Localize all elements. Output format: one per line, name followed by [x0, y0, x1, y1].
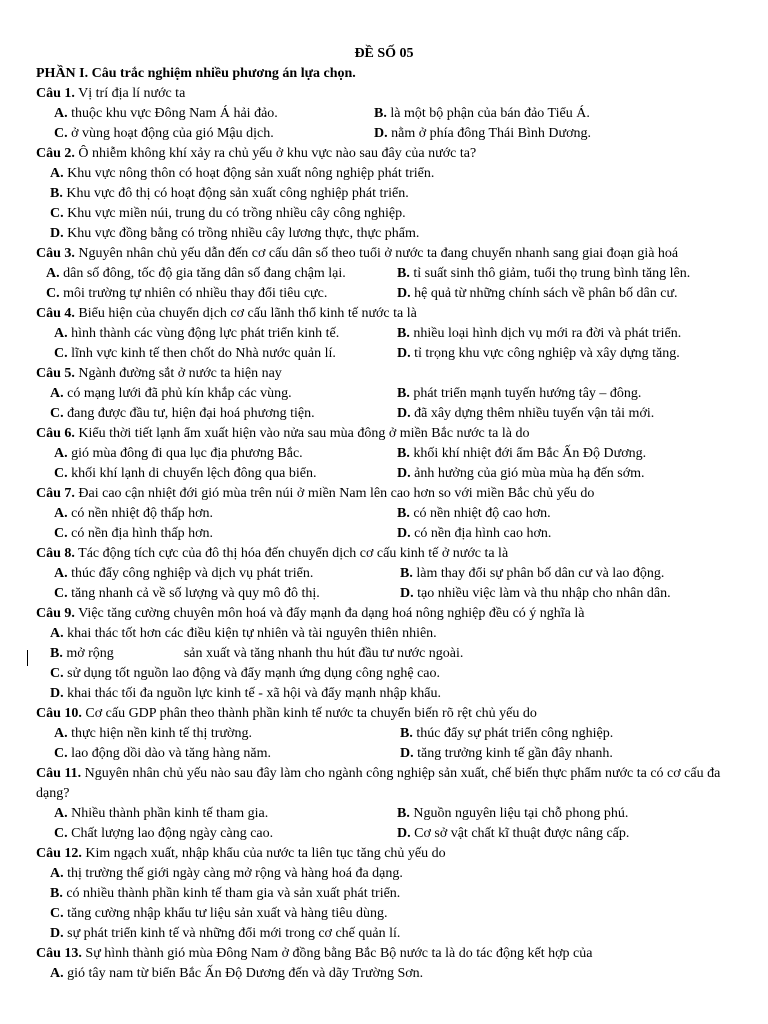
options-row [36, 744, 768, 764]
options-row [36, 924, 768, 944]
question [0, 604, 768, 704]
options-row [36, 204, 768, 224]
option-text: khai thác tốt hơn các điều kiện tự nhiên và tài nguyên thiên nhiên. [67, 626, 437, 641]
answer-option [397, 444, 646, 464]
option-text-continued: sản xuất và tăng nhanh thu hút đầu tư nước ngoài. [183, 646, 464, 661]
question-stem [36, 84, 768, 104]
question-text: Ngành đường sắt ở nước ta hiện nay [74, 366, 282, 381]
options-row [36, 804, 768, 824]
question [0, 704, 768, 764]
options-row [36, 724, 768, 744]
question-number: Câu 5. [36, 366, 75, 381]
options-row [36, 584, 768, 604]
question [0, 364, 768, 424]
option-letter: B. [400, 566, 413, 581]
option-letter: D. [397, 526, 411, 541]
question-text: Cơ cấu GDP phân theo thành phần kinh tế nước ta chuyển biến rõ rệt chủ yếu do [81, 706, 537, 721]
question-text: Tác động tích cực của đô thị hóa đến chuyển dịch cơ cấu kinh tế ở nước ta là [74, 546, 509, 561]
options-row [36, 344, 768, 364]
answer-option [400, 584, 671, 604]
option-letter: D. [397, 826, 411, 841]
answer-option [50, 186, 409, 201]
option-text: có nền địa hình cao hơn. [414, 526, 552, 541]
option-letter: A. [54, 326, 68, 341]
option-letter: D. [397, 286, 411, 301]
option-letter: D. [50, 926, 64, 941]
option-text: nhiều loại hình dịch vụ mới ra đời và phát triển. [413, 326, 682, 341]
question-number: Câu 11. [36, 766, 82, 781]
option-text: có nền địa hình thấp hơn. [71, 526, 214, 541]
answer-option [400, 744, 613, 764]
option-text: tỉ suất sinh thô giảm, tuổi thọ trung bình tăng lên. [413, 266, 691, 281]
answer-option [36, 804, 397, 824]
answer-option [397, 284, 678, 304]
question [0, 144, 768, 244]
answer-option [397, 464, 645, 484]
answer-option [50, 866, 403, 881]
option-letter: B. [397, 326, 410, 341]
option-text: nằm ở phía đông Thái Bình Dương. [391, 126, 591, 141]
question [0, 484, 768, 544]
answer-option [36, 444, 397, 464]
answer-option [397, 344, 680, 364]
answer-option [36, 584, 400, 604]
answer-option [50, 666, 440, 681]
option-text: dân số đông, tốc độ gia tăng dân số đang chậm lại. [63, 266, 346, 281]
option-letter: A. [54, 566, 68, 581]
question-stem [36, 604, 768, 624]
answer-option [397, 824, 629, 844]
option-letter: B. [400, 726, 413, 741]
option-text: hệ quả từ những chính sách về phân bố dân cư. [414, 286, 678, 301]
options-row [36, 644, 768, 664]
options-row [36, 464, 768, 484]
question-text: Việc tăng cường chuyên môn hoá và đẩy mạnh đa dạng hoá nông nghiệp đều có ý nghĩa là [74, 606, 585, 621]
answer-option [50, 926, 400, 941]
question-stem [36, 424, 768, 444]
section-heading: PHẦN I. Câu trắc nghiệm nhiều phương án lựa chọn. [36, 66, 356, 81]
option-text: thực hiện nền kinh tế thị trường. [71, 726, 252, 741]
answer-option [50, 646, 463, 661]
options-row [36, 504, 768, 524]
option-letter: A. [54, 106, 68, 121]
option-text: có mạng lưới đã phủ kín khắp các vùng. [67, 386, 292, 401]
answer-option [400, 724, 613, 744]
answer-option [36, 284, 397, 304]
question-number: Câu 1. [36, 86, 75, 101]
option-text: phát triển mạnh tuyến hướng tây – đông. [413, 386, 642, 401]
question-number: Câu 4. [36, 306, 75, 321]
option-letter: C. [54, 346, 68, 361]
options-row [36, 124, 768, 144]
question [0, 424, 768, 484]
question-text: Biểu hiện của chuyển dịch cơ cấu lãnh thổ kinh tế nước ta là [74, 306, 417, 321]
answer-option [50, 206, 406, 221]
text-cursor [27, 650, 28, 666]
question-number: Câu 12. [36, 846, 82, 861]
answer-option [36, 124, 374, 144]
answer-option [50, 166, 434, 181]
option-letter: B. [374, 106, 387, 121]
answer-option [50, 966, 423, 981]
options-row [36, 224, 768, 244]
options-row [36, 964, 768, 984]
option-letter: C. [54, 526, 68, 541]
option-text: khối khí nhiệt đới ẩm Bắc Ấn Độ Dương. [413, 446, 647, 461]
answer-option [397, 264, 690, 284]
option-letter: A. [54, 806, 68, 821]
option-text: môi trường tự nhiên có nhiều thay đổi tiêu cực. [63, 286, 328, 301]
option-letter: A. [54, 726, 68, 741]
option-letter: C. [54, 126, 68, 141]
question-stem [36, 484, 768, 504]
question-stem [36, 364, 768, 384]
answer-option [50, 906, 388, 921]
question [0, 944, 768, 984]
option-letter: A. [46, 266, 60, 281]
option-letter: C. [50, 906, 64, 921]
option-letter: C. [50, 406, 64, 421]
option-text: thị trường thế giới ngày càng mở rộng và hàng hoá đa dạng. [67, 866, 403, 881]
option-text: Nhiều thành phần kinh tế tham gia. [71, 806, 269, 821]
question-number: Câu 7. [36, 486, 75, 501]
question-stem [36, 544, 768, 564]
answer-option [50, 686, 441, 701]
option-letter: D. [397, 346, 411, 361]
option-text: tạo nhiều việc làm và thu nhập cho nhân dân. [417, 586, 671, 601]
document-page [0, 44, 768, 984]
option-letter: A. [54, 446, 68, 461]
options-row [36, 184, 768, 204]
option-letter: B. [50, 646, 63, 661]
question-text: Kim ngạch xuất, nhập khẩu của nước ta liên tục tăng chủ yếu do [81, 846, 446, 861]
option-letter: A. [50, 626, 64, 641]
option-text: lĩnh vực kinh tế then chốt do Nhà nước quản lí. [71, 346, 336, 361]
options-row [36, 104, 768, 124]
option-text: gió tây nam từ biển Bắc Ấn Độ Dương đến và dãy Trường Sơn. [67, 966, 424, 981]
answer-option [50, 626, 437, 641]
option-letter: B. [397, 806, 410, 821]
answer-option [397, 404, 654, 424]
answer-option [400, 564, 664, 584]
option-text: làm thay đổi sự phân bố dân cư và lao động. [416, 566, 665, 581]
answer-option [36, 104, 374, 124]
options-row [36, 384, 768, 404]
options-row [36, 684, 768, 704]
question-number: Câu 9. [36, 606, 75, 621]
question-list [0, 84, 768, 984]
option-text: tỉ trọng khu vực công nghiệp và xây dựng tăng. [414, 346, 680, 361]
options-row [36, 444, 768, 464]
answer-option [36, 524, 397, 544]
answer-option [36, 384, 397, 404]
option-letter: D. [50, 686, 64, 701]
page-title: ĐỀ SỐ 05 [354, 46, 414, 61]
answer-option [397, 384, 641, 404]
option-text: Chất lượng lao động ngày càng cao. [71, 826, 274, 841]
option-text: lao động dồi dào và tăng hàng năm. [71, 746, 271, 761]
question-text: Nguyên nhân chủ yếu nào sau đây làm cho ngành công nghiệp sản xuất, chế biến thực phẩm nước ta có cơ cấu đa dạng? [36, 766, 721, 801]
option-text: là một bộ phận của bán đảo Tiểu Á. [390, 106, 590, 121]
option-text: thúc đẩy sự phát triển công nghiệp. [416, 726, 614, 741]
option-text: sự phát triển kinh tế và những đổi mới trong cơ chế quản lí. [67, 926, 401, 941]
option-text: có nền nhiệt độ cao hơn. [413, 506, 551, 521]
question [0, 84, 768, 144]
question-number: Câu 10. [36, 706, 82, 721]
options-row [36, 624, 768, 644]
options-row [36, 884, 768, 904]
option-text: thúc đẩy công nghiệp và dịch vụ phát triển. [71, 566, 314, 581]
option-text: có nhiều thành phần kinh tế tham gia và sản xuất phát triển. [66, 886, 401, 901]
question-text: Sự hình thành gió mùa Đông Nam ở đồng bằng Bắc Bộ nước ta là do tác động kết hợp của [81, 946, 593, 961]
option-letter: B. [397, 266, 410, 281]
option-letter: C. [54, 746, 68, 761]
option-letter: C. [54, 586, 68, 601]
answer-option [397, 804, 628, 824]
option-letter: C. [46, 286, 60, 301]
option-letter: B. [397, 506, 410, 521]
option-text: mở rộng [66, 646, 114, 661]
options-row [36, 264, 768, 284]
option-letter: C. [50, 666, 64, 681]
answer-option [36, 724, 400, 744]
question-number: Câu 13. [36, 946, 82, 961]
question-text: Kiểu thời tiết lạnh ẩm xuất hiện vào nửa sau mùa đông ở miền Bắc nước ta là do [74, 426, 530, 441]
question-number: Câu 3. [36, 246, 75, 261]
answer-option [397, 504, 551, 524]
option-text: hình thành các vùng động lực phát triển kinh tế. [71, 326, 340, 341]
answer-option [36, 264, 397, 284]
question-text: Đai cao cận nhiệt đới gió mùa trên núi ở miền Nam lên cao hơn so với miền Bắc chủ yếu do [74, 486, 595, 501]
options-row [36, 284, 768, 304]
option-letter: A. [50, 966, 64, 981]
answer-option [374, 124, 591, 144]
option-text: khối khí lạnh di chuyển lệch đông qua biển. [71, 466, 317, 481]
question-stem [36, 144, 768, 164]
option-letter: B. [397, 386, 410, 401]
question-text: Ô nhiễm không khí xảy ra chủ yếu ở khu vực nào sau đây của nước ta? [74, 146, 477, 161]
option-text: thuộc khu vực Đông Nam Á hải đảo. [71, 106, 278, 121]
answer-option [36, 404, 397, 424]
answer-option [50, 226, 419, 241]
answer-option [36, 344, 397, 364]
question-stem [36, 244, 768, 264]
option-text: gió mùa đông đi qua lục địa phương Bắc. [71, 446, 303, 461]
option-letter: D. [400, 586, 414, 601]
option-letter: B. [397, 446, 410, 461]
answer-option [36, 464, 397, 484]
option-letter: B. [50, 186, 63, 201]
option-text: đã xây dựng thêm nhiều tuyến vận tải mới. [414, 406, 655, 421]
answer-option [397, 524, 551, 544]
question [0, 764, 768, 844]
option-letter: D. [50, 226, 64, 241]
option-letter: D. [397, 466, 411, 481]
options-row [36, 324, 768, 344]
question [0, 244, 768, 304]
answer-option [36, 744, 400, 764]
option-text: Khu vực miền núi, trung du có trồng nhiều cây công nghiệp. [67, 206, 406, 221]
options-row [36, 664, 768, 684]
question-stem [36, 764, 768, 804]
option-letter: C. [54, 466, 68, 481]
options-row [36, 564, 768, 584]
option-letter: A. [50, 866, 64, 881]
question-number: Câu 2. [36, 146, 75, 161]
option-text: Khu vực đồng bằng có trồng nhiều cây lương thực, thực phẩm. [67, 226, 420, 241]
options-row [36, 824, 768, 844]
option-text: ở vùng hoạt động của gió Mậu dịch. [71, 126, 274, 141]
question-text: Vị trí địa lí nước ta [74, 86, 186, 101]
answer-option [50, 886, 400, 901]
answer-option [36, 324, 397, 344]
option-letter: C. [54, 826, 68, 841]
answer-option [36, 564, 400, 584]
option-text: Cơ sở vật chất kĩ thuật được nâng cấp. [414, 826, 630, 841]
option-letter: D. [397, 406, 411, 421]
option-text: tăng trưởng kinh tế gần đây nhanh. [417, 746, 613, 761]
answer-option [36, 504, 397, 524]
options-row [36, 864, 768, 884]
option-text: sử dụng tốt nguồn lao động và đẩy mạnh ứng dụng công nghệ cao. [67, 666, 441, 681]
option-text: khai thác tối đa nguồn lực kinh tế - xã hội và đẩy mạnh nhập khẩu. [67, 686, 441, 701]
option-text: Nguồn nguyên liệu tại chỗ phong phú. [413, 806, 629, 821]
question [0, 544, 768, 604]
question-number: Câu 6. [36, 426, 75, 441]
option-text: đang được đầu tư, hiện đại hoá phương tiện. [67, 406, 315, 421]
option-letter: C. [50, 206, 64, 221]
option-text: tăng cường nhập khẩu tư liệu sản xuất và hàng tiêu dùng. [67, 906, 388, 921]
option-letter: B. [50, 886, 63, 901]
question-text: Nguyên nhân chủ yếu dẫn đến cơ cấu dân số theo tuổi ở nước ta đang chuyển nhanh sang giai đoạn già hoá [74, 246, 679, 261]
option-text: Khu vực đô thị có hoạt động sản xuất công nghiệp phát triển. [66, 186, 409, 201]
question-stem [36, 944, 768, 964]
option-text: Khu vực nông thôn có hoạt động sản xuất nông nghiệp phát triển. [67, 166, 435, 181]
option-text: ảnh hưởng của gió mùa mùa hạ đến sớm. [414, 466, 645, 481]
options-row [36, 404, 768, 424]
options-row [36, 904, 768, 924]
question-stem [36, 844, 768, 864]
options-row [36, 524, 768, 544]
option-letter: A. [50, 166, 64, 181]
question-stem [36, 704, 768, 724]
option-text: có nền nhiệt độ thấp hơn. [71, 506, 214, 521]
option-letter: D. [400, 746, 414, 761]
option-letter: A. [50, 386, 64, 401]
question-stem [36, 304, 768, 324]
answer-option [397, 324, 681, 344]
question [0, 304, 768, 364]
option-text: tăng nhanh cả về số lượng và quy mô đô thị. [71, 586, 320, 601]
answer-option [36, 824, 397, 844]
question-number: Câu 8. [36, 546, 75, 561]
option-letter: A. [54, 506, 68, 521]
option-letter: D. [374, 126, 388, 141]
answer-option [374, 104, 590, 124]
options-row [36, 164, 768, 184]
question [0, 844, 768, 944]
